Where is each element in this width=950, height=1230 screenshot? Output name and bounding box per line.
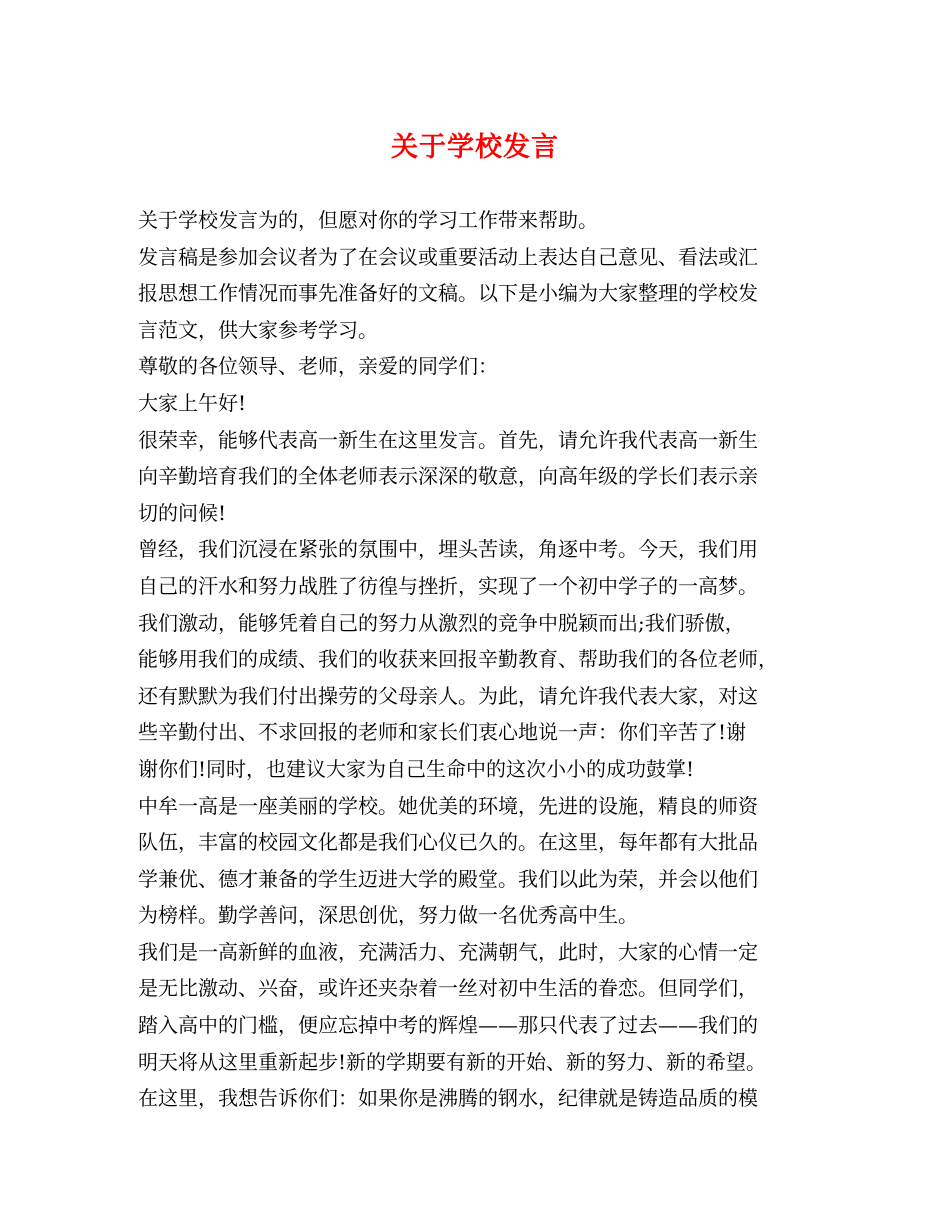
body-line: 自己的汗水和努力战胜了彷徨与挫折，实现了一个初中学子的一高梦。 bbox=[138, 573, 758, 598]
body-line: 很荣幸，能够代表高一新生在这里发言。首先，请允许我代表高一新生 bbox=[138, 427, 758, 452]
body-line: 我们激动，能够凭着自己的努力从激烈的竞争中脱颖而出;我们骄傲， bbox=[138, 610, 745, 635]
body-line: 在这里，我想告诉你们：如果你是沸腾的钢水，纪律就是铸造品质的模 bbox=[138, 1086, 758, 1111]
document-title: 关于学校发言 bbox=[391, 132, 559, 163]
body-line: 切的问候! bbox=[138, 500, 227, 525]
body-line: 尊敬的各位领导、老师，亲爱的同学们： bbox=[138, 354, 498, 379]
body-line: 关于学校发言为的，但愿对你的学习工作带来帮助。 bbox=[138, 208, 598, 232]
body-line: 报思想工作情况而事先准备好的文稿。以下是小编为大家整理的学校发 bbox=[138, 281, 758, 306]
body-line: 还有默默为我们付出操劳的父母亲人。为此，请允许我代表大家，对这 bbox=[138, 683, 758, 708]
body-line: 些辛勤付出、不求回报的老师和家长们衷心地说一声：你们辛苦了!谢 bbox=[138, 720, 747, 745]
body-line: 明天将从这里重新起步!新的学期要有新的开始、新的努力、新的希望。 bbox=[138, 1049, 767, 1074]
body-line: 学兼优、德才兼备的学生迈进大学的殿堂。我们以此为荣，并会以他们 bbox=[138, 866, 758, 891]
body-line: 我们是一高新鲜的血液，充满活力、充满朝气，此时，大家的心情一定 bbox=[138, 939, 758, 964]
body-line: 曾经，我们沉浸在紧张的氛围中，埋头苦读，角逐中考。今天，我们用 bbox=[138, 537, 758, 562]
body-line: 能够用我们的成绩、我们的收获来回报辛勤教育、帮助我们的各位老师， bbox=[138, 647, 778, 672]
body-line: 向辛勤培育我们的全体老师表示深深的敬意，向高年级的学长们表示亲 bbox=[138, 464, 758, 489]
body-line: 踏入高中的门槛，便应忘掉中考的辉煌——那只代表了过去——我们的 bbox=[138, 1013, 758, 1038]
body-line: 为榜样。勤学善问，深思创优，努力做一名优秀高中生。 bbox=[138, 903, 638, 928]
document-body bbox=[138, 202, 838, 1117]
body-line: 是无比激动、兴奋，或许还夹杂着一丝对初中生活的眷恋。但同学们， bbox=[138, 976, 758, 1001]
body-line: 大家上午好! bbox=[138, 390, 247, 415]
body-line: 队伍，丰富的校园文化都是我们心仪已久的。在这里，每年都有大批品 bbox=[138, 830, 758, 855]
body-line: 中牟一高是一座美丽的学校。她优美的环境，先进的设施，精良的师资 bbox=[138, 793, 758, 818]
body-line: 发言稿是参加会议者为了在会议或重要活动上表达自己意见、看法或汇 bbox=[138, 244, 758, 269]
body-line: 谢你们!同时，也建议大家为自己生命中的这次小小的成功鼓掌! bbox=[138, 756, 695, 781]
body-line: 言范文，供大家参考学习。 bbox=[138, 317, 378, 342]
